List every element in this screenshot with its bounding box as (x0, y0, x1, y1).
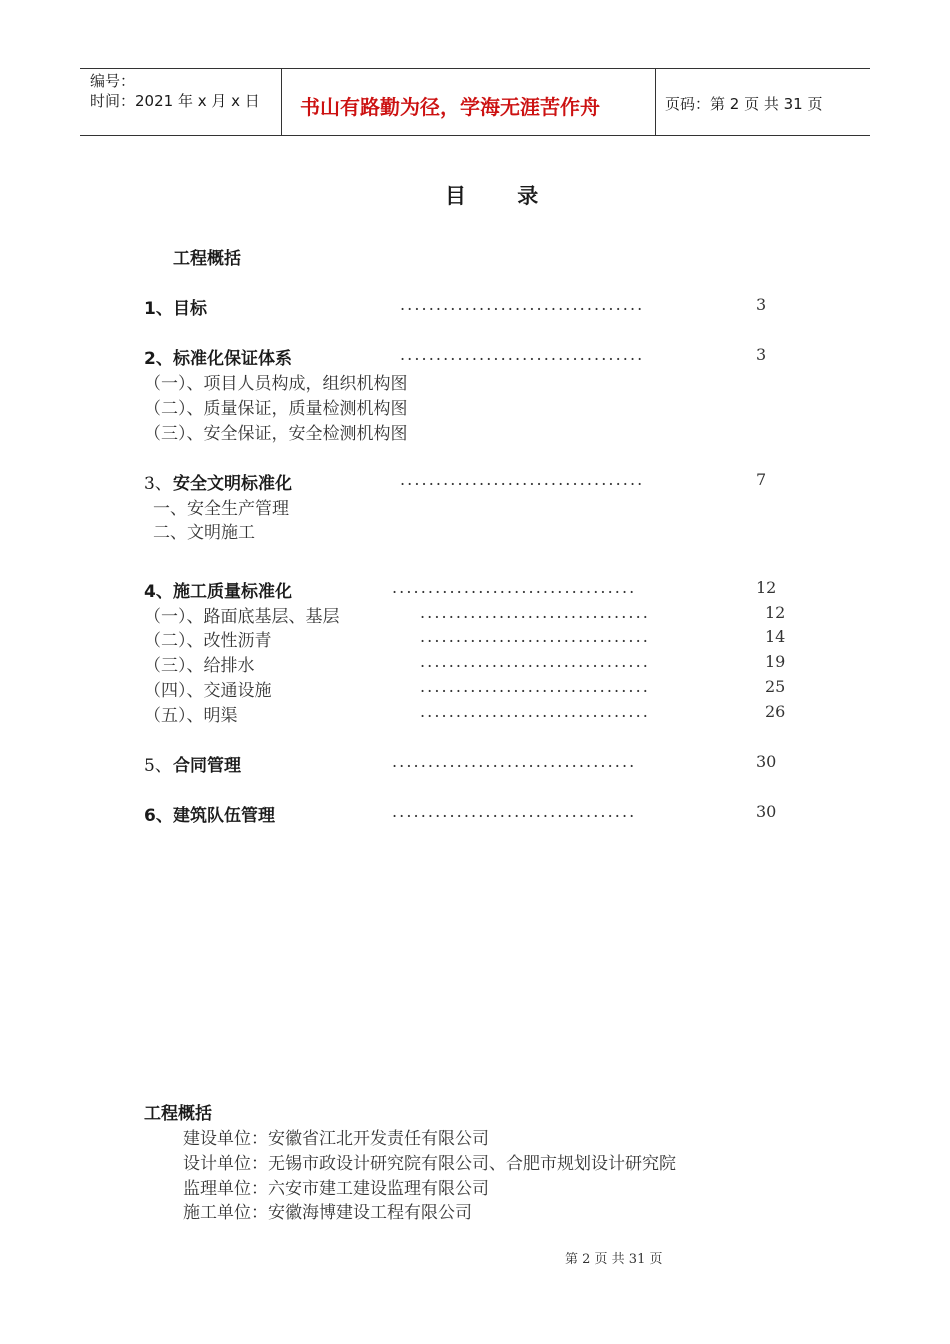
toc-page-number: 7 (756, 470, 767, 489)
toc-page-number: 19 (765, 652, 786, 671)
toc-subentry[interactable]: （一）、项目人员构成，组织机构图 (144, 374, 408, 394)
overview-line-owner: 建设单位：安徽省江北开发责任有限公司 (183, 1129, 489, 1149)
toc-page-number: 30 (756, 802, 777, 821)
toc-entry-num: 2、 (144, 349, 173, 369)
toc-leader-dots: .................................. (392, 578, 637, 597)
toc-page-number: 3 (756, 295, 767, 314)
toc-intro: 工程概括 (173, 249, 241, 269)
toc-entry-label: 目标 (173, 299, 207, 319)
header-divider-right (655, 68, 656, 136)
toc-page-number: 12 (756, 578, 777, 597)
header-bottom-border (80, 135, 870, 136)
toc-subentry[interactable]: （三）、安全保证，安全检测机构图 (144, 424, 408, 444)
header-page-label: 页码：第 2 页 共 31 页 (665, 95, 823, 113)
overview-line-designer: 设计单位：无锡市政设计研究院有限公司、合肥市规划设计研究院 (183, 1154, 676, 1174)
header-motto: 书山有路勤为径，学海无涯苦作舟 (300, 95, 600, 119)
toc-entry-num: 4、 (144, 582, 173, 602)
page-footer: 第 2 页 共 31 页 (565, 1252, 663, 1267)
toc-leader-dots: .................................. (400, 470, 645, 489)
header-divider-left (281, 68, 282, 136)
toc-page-number: 30 (756, 752, 777, 771)
toc-page-number: 3 (756, 345, 767, 364)
toc-entry-num: 6、 (144, 806, 173, 826)
toc-leader-dots: ................................ (420, 702, 650, 721)
toc-subentry-label: （四）、交通设施 (144, 681, 272, 701)
header-top-border (80, 68, 870, 69)
overview-line-supervisor: 监理单位：六安市建工建设监理有限公司 (183, 1179, 489, 1199)
toc-leader-dots: .................................. (392, 802, 637, 821)
toc-page-number: 14 (765, 627, 786, 646)
toc-page-number: 25 (765, 677, 786, 696)
toc-leader-dots: ................................ (420, 627, 650, 646)
header-number-label: 编号： (90, 72, 136, 90)
toc-subentry-label: （三）、给排水 (144, 656, 255, 676)
overview-line-contractor: 施工单位：安徽海博建设工程有限公司 (183, 1203, 472, 1223)
toc-leader-dots: ................................ (420, 603, 650, 622)
toc-subentry-label: （一）、路面底基层、基层 (144, 607, 340, 627)
toc-leader-dots: .................................. (392, 752, 637, 771)
toc-subentry[interactable]: 二、文明施工 (153, 523, 255, 543)
toc-entry-label: 标准化保证体系 (173, 349, 292, 369)
toc-entry-num: 5、 (144, 756, 172, 776)
toc-subentry[interactable]: 一、安全生产管理 (153, 499, 289, 519)
toc-page-number: 12 (765, 603, 786, 622)
toc-entry-label: 合同管理 (173, 756, 241, 776)
toc-entry-label: 施工质量标准化 (173, 582, 292, 602)
toc-subentry-label: （五）、明渠 (144, 706, 238, 726)
toc-leader-dots: .................................. (400, 345, 645, 364)
overview-heading: 工程概括 (144, 1104, 212, 1124)
header-time-label: 时间：2021 年 x 月 x 日 (90, 92, 260, 110)
toc-entry-num: 1、 (144, 299, 173, 319)
toc-entry-label: 安全文明标准化 (173, 474, 292, 494)
toc-entry-num: 3、 (144, 474, 172, 494)
toc-leader-dots: .................................. (400, 295, 645, 314)
toc-subentry-label: （二）、改性沥青 (144, 631, 272, 651)
toc-page-number: 26 (765, 702, 786, 721)
toc-leader-dots: ................................ (420, 652, 650, 671)
toc-leader-dots: ................................ (420, 677, 650, 696)
toc-entry-label: 建筑队伍管理 (173, 806, 275, 826)
page-title: 目 录 (445, 184, 561, 208)
toc-subentry[interactable]: （二）、质量保证，质量检测机构图 (144, 399, 408, 419)
